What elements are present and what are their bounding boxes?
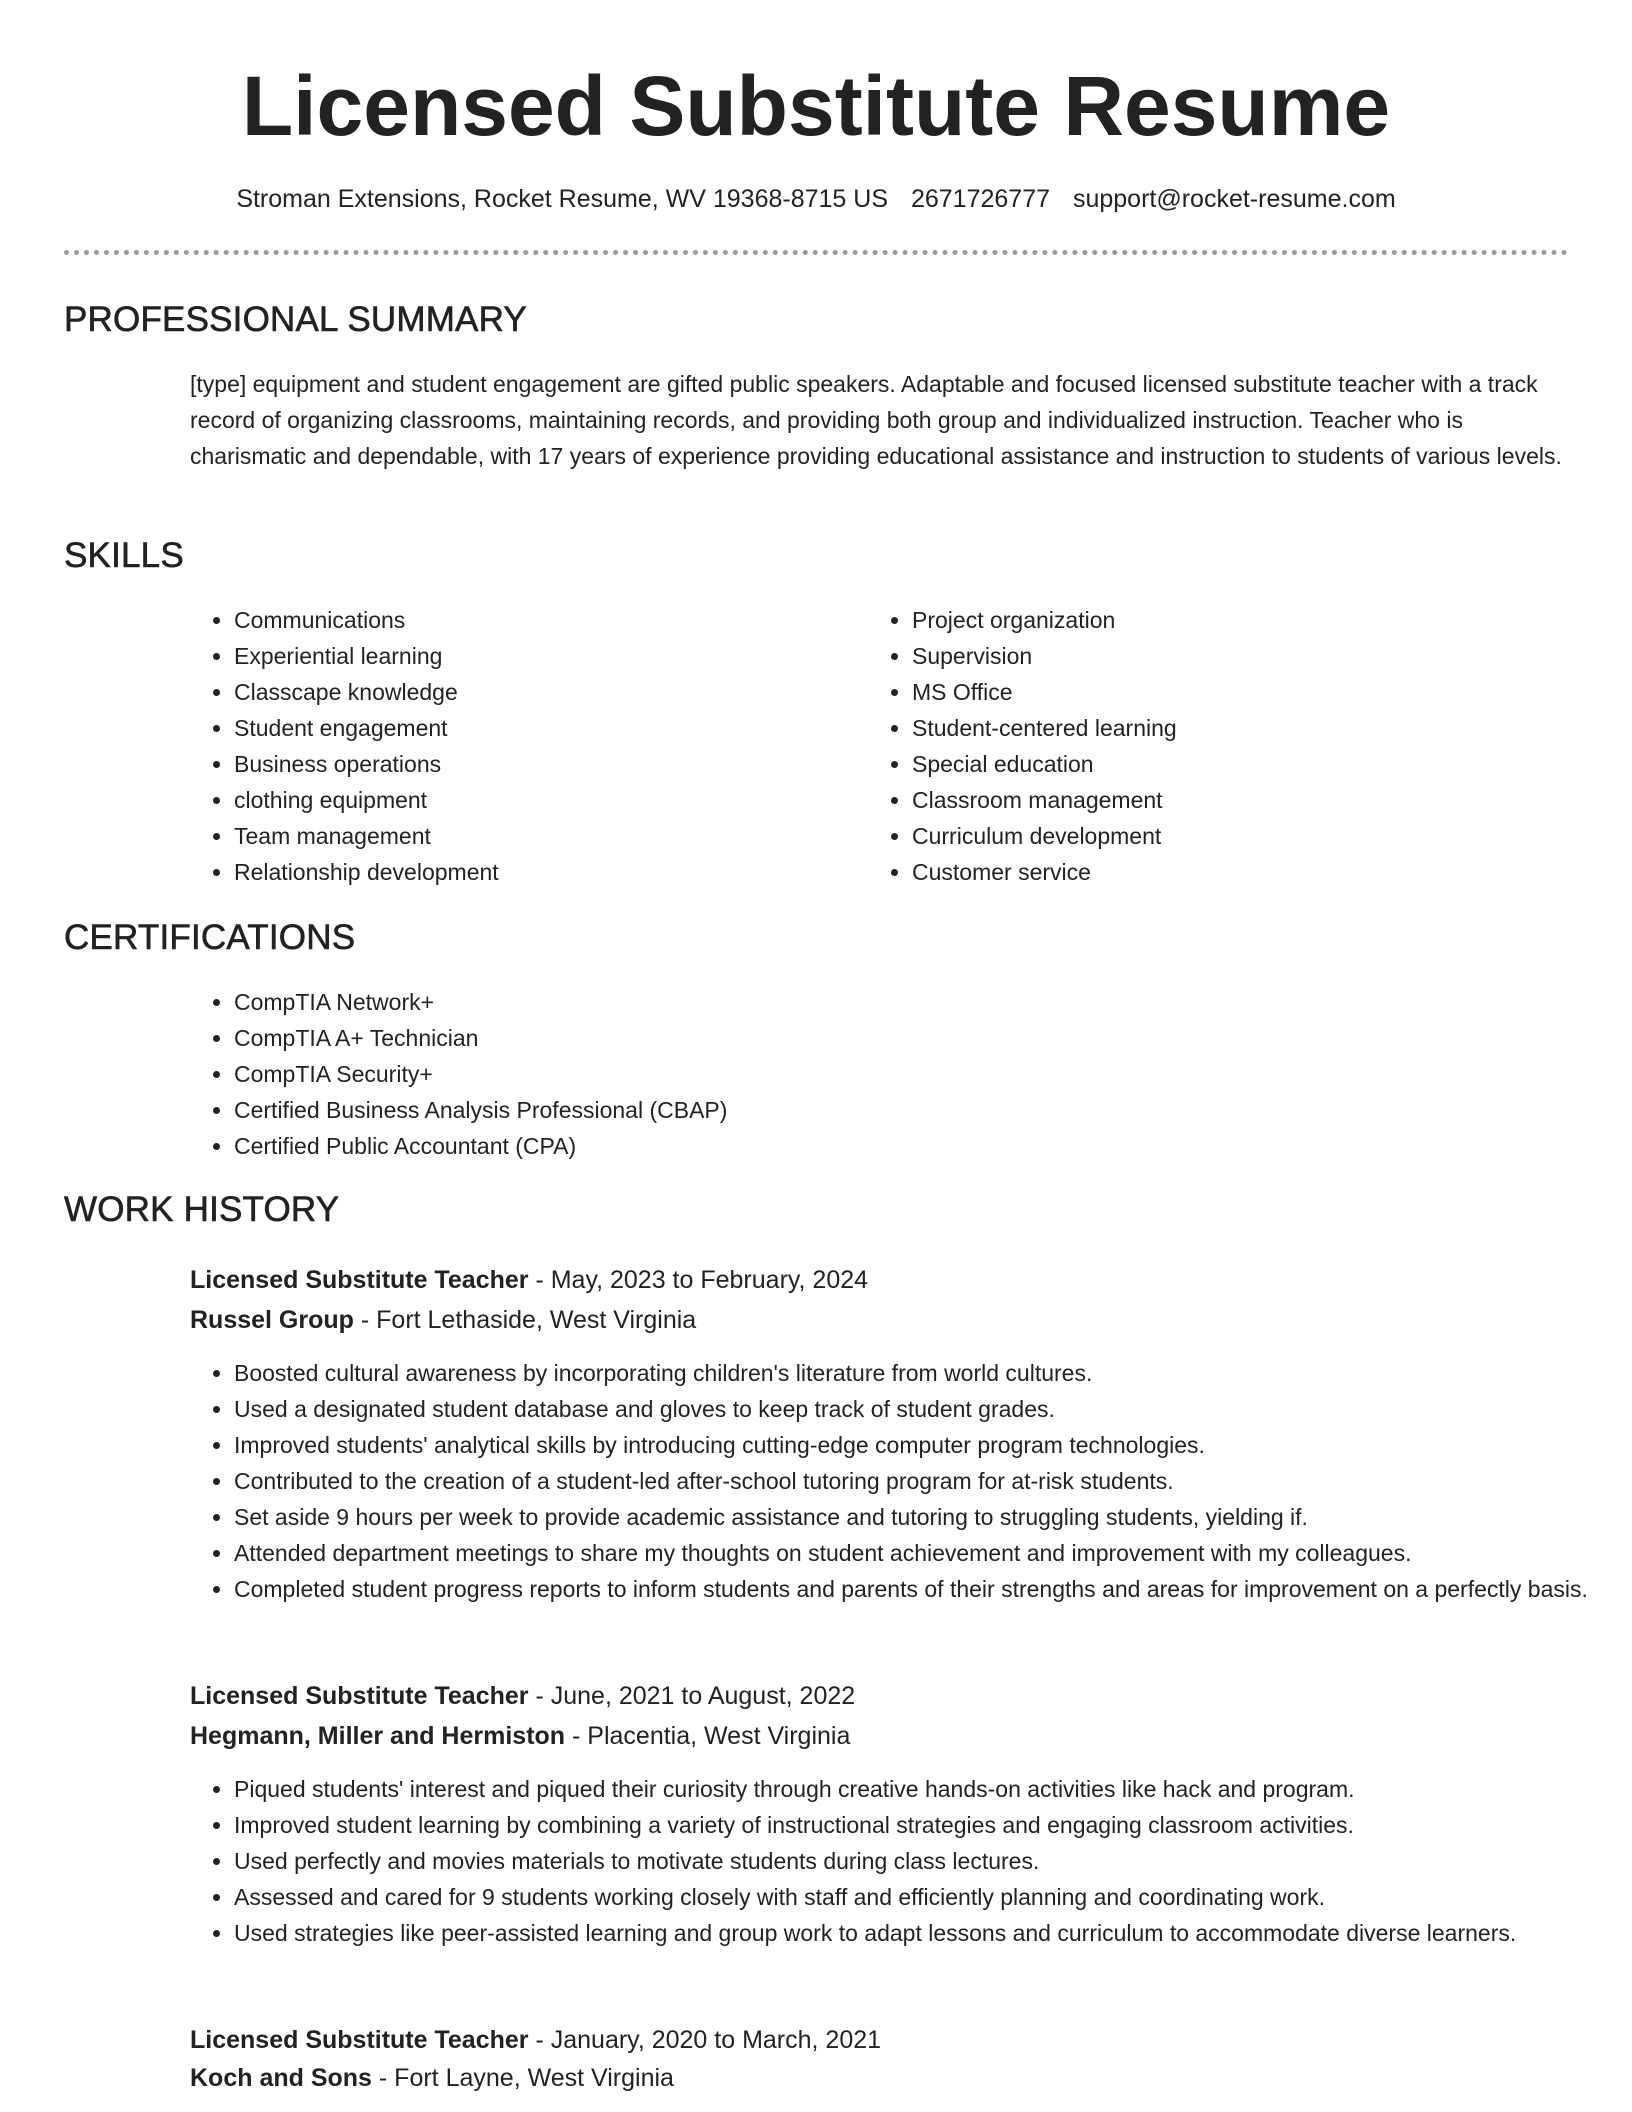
header-divider: [64, 250, 1568, 255]
skill-item: • Relationship development: [234, 854, 854, 890]
job-company-line: [190, 1302, 696, 1338]
job-bullet: • Completed student progress reports to inform students and parents of their strengths and areas for improvement on a perfectly basis.: [234, 1571, 1614, 1607]
work-history-heading: WORK HISTORY: [64, 1190, 340, 1229]
skill-item: • Student-centered learning: [912, 710, 1532, 746]
contact-line: [0, 182, 1632, 216]
contact-email: support@rocket-resume.com: [1072, 185, 1396, 213]
job-company: Koch and Sons: [190, 2064, 372, 2092]
summary-heading: PROFESSIONAL SUMMARY: [64, 300, 527, 339]
skills-list-left: [190, 602, 854, 890]
job-bullet: • Set aside 9 hours per week to provide academic assistance and tutoring to struggling students, yielding if.: [234, 1499, 1614, 1535]
skill-item: • Student engagement: [234, 710, 854, 746]
job-company: Russel Group: [190, 1306, 354, 1334]
certification-item: • CompTIA A+ Technician: [234, 1020, 1534, 1056]
job-bullet: • Used a designated student database and gloves to keep track of student grades.: [234, 1391, 1614, 1427]
summary-text: [type] equipment and student engagement are gifted public speakers. Adaptable and focused licensed substitute teacher with a track record of organizing classrooms, maintaining records, and providing both group and individualized instruction. Teacher who is charismatic and dependable, with 17 years of experience providing educational assistance and instruction to students of various levels.: [190, 371, 1562, 469]
contact-address: Stroman Extensions, Rocket Resume, WV 19368-8715 US: [236, 185, 889, 213]
job-bullet: • Piqued students' interest and piqued their curiosity through creative hands-on activities like hack and program.: [234, 1771, 1614, 1807]
contact-phone: 2671726777: [910, 185, 1051, 213]
skill-item: • Communications: [234, 602, 854, 638]
skill-item: • Team management: [234, 818, 854, 854]
skill-item: • Business operations: [234, 746, 854, 782]
skill-item: • Curriculum development: [912, 818, 1532, 854]
certification-item: • CompTIA Security+: [234, 1056, 1534, 1092]
skill-item: • Customer service: [912, 854, 1532, 890]
job-bullet: • Improved students' analytical skills by introducing cutting-edge computer program technologies.: [234, 1427, 1614, 1463]
skill-item: • Supervision: [912, 638, 1532, 674]
job-bullet: • Improved student learning by combining a variety of instructional strategies and engaging classroom activities.: [234, 1807, 1614, 1843]
job-bullet: • Used perfectly and movies materials to motivate students during class lectures.: [234, 1843, 1614, 1879]
job-dates: - May, 2023 to February, 2024: [528, 1266, 869, 1294]
job-title-line: [190, 1262, 868, 1298]
job-dates: - June, 2021 to August, 2022: [528, 1682, 856, 1710]
job-location: - Fort Layne, West Virginia: [371, 2064, 674, 2092]
skills-list-right: [868, 602, 1532, 890]
skill-item: • Classroom management: [912, 782, 1532, 818]
skill-item: • MS Office: [912, 674, 1532, 710]
job-title: Licensed Substitute Teacher: [190, 1682, 529, 1710]
skill-item: • Classcape knowledge: [234, 674, 854, 710]
job-dates: - January, 2020 to March, 2021: [528, 2026, 882, 2054]
job-title: Licensed Substitute Teacher: [190, 2026, 529, 2054]
job-title-line: [190, 1678, 855, 1714]
skill-item: • Experiential learning: [234, 638, 854, 674]
certification-item: • CompTIA Network+: [234, 984, 1534, 1020]
certifications-list: [190, 984, 1534, 1164]
job-location: - Placentia, West Virginia: [565, 1722, 851, 1750]
skill-item: • Special education: [912, 746, 1532, 782]
job-company-line: [190, 1718, 850, 1754]
certification-item: • Certified Business Analysis Professional (CBAP): [234, 1092, 1534, 1128]
skill-item: • clothing equipment: [234, 782, 854, 818]
page-title: Licensed Substitute Resume: [241, 59, 1391, 153]
job-bullet: • Contributed to the creation of a student-led after-school tutoring program for at-risk students.: [234, 1463, 1614, 1499]
job-bullets: [190, 1771, 1614, 1951]
certifications-heading: CERTIFICATIONS: [64, 918, 356, 957]
job-bullets: [190, 1355, 1614, 1607]
certification-item: • Certified Public Accountant (CPA): [234, 1128, 1534, 1164]
job-company-line: [190, 2060, 674, 2096]
job-bullet: • Boosted cultural awareness by incorporating children's literature from world cultures.: [234, 1355, 1614, 1391]
job-bullet: • Attended department meetings to share my thoughts on student achievement and improvement with my colleagues.: [234, 1535, 1614, 1571]
job-bullet: • Used strategies like peer-assisted learning and group work to adapt lessons and curriculum to accommodate diverse learners.: [234, 1915, 1614, 1951]
job-location: - Fort Lethaside, West Virginia: [353, 1306, 697, 1334]
skill-item: • Project organization: [912, 602, 1532, 638]
skills-heading: SKILLS: [64, 536, 184, 575]
job-company: Hegmann, Miller and Hermiston: [190, 1722, 566, 1750]
job-title-line: [190, 2022, 881, 2058]
job-title: Licensed Substitute Teacher: [190, 1266, 529, 1294]
job-bullet: • Assessed and cared for 9 students working closely with staff and efficiently planning and coordinating work.: [234, 1879, 1614, 1915]
